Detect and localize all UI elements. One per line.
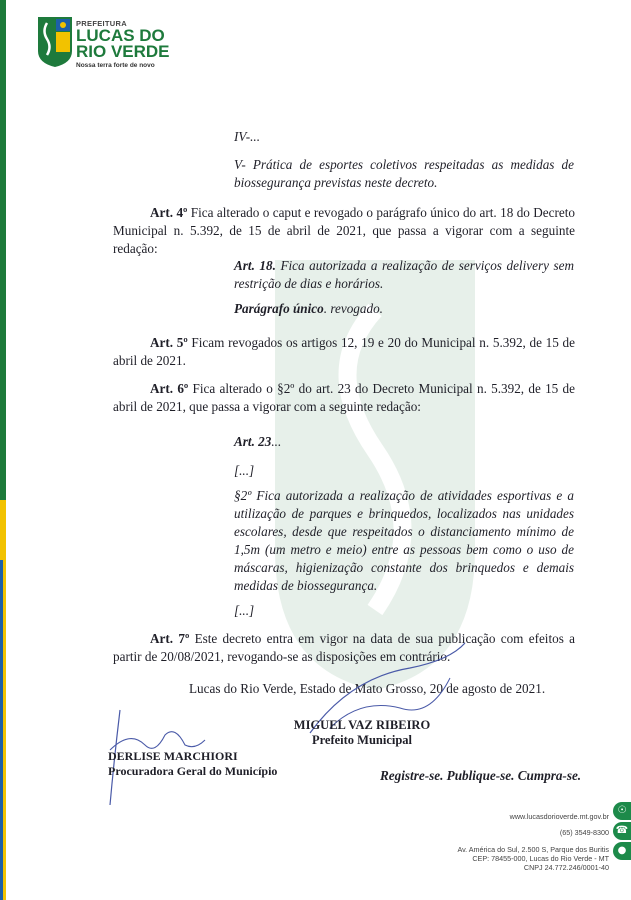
attorney-signature-block <box>108 749 277 779</box>
art5-label: Art. 5º <box>150 335 188 350</box>
art5-text: Ficam revogados os artigos 12, 19 e 20 do Municipal n. 5.392, de 15 de abril de 2021. <box>113 335 576 368</box>
art18-text: Fica autorizada a realização de serviços delivery sem restrição de dias e horários. <box>234 258 575 291</box>
phone-icon: ☎ <box>613 822 631 840</box>
ellipsis-2: [...] <box>234 603 255 618</box>
logo-prefeitura: PREFEITURA <box>76 19 127 28</box>
paragrafo-unico <box>234 300 383 318</box>
footer-address <box>457 845 609 872</box>
globe-icon: ☉ <box>613 802 631 820</box>
art23-text: ... <box>271 434 282 449</box>
item-iv: IV-... <box>234 129 261 144</box>
art23-label: Art. 23 <box>234 434 272 449</box>
art6-label: Art. 6º <box>150 381 189 396</box>
left-blue-strip <box>0 560 3 900</box>
item-v: V- Prática de esportes coletivos respeitadas as medidas de biossegurança previstas neste decreto. <box>234 157 574 190</box>
art23-paragraph <box>234 433 281 451</box>
attorney-name: DERLISE MARCHIORI <box>108 749 238 763</box>
paragraph-2: §2º Fica autorizada a realização de atividades esportivas e a utilização de parques e brinquedos, localizados nas unidades escolares, desde que respeitados o distanciamento mínimo de 1,5m (um metro e meio) entre as pessoas bem como o uso de máscaras, higienização constante dos brinquedos e demais medidas de biossegurança. <box>234 488 574 593</box>
logo-city-line1: LUCAS DO <box>76 26 165 45</box>
art4-text: Fica alterado o caput e revogado o parágrafo único do art. 18 do Decreto Municipal n. 5.392, de 15 de abril de 2021, que passa a vigorar com a seguinte redação: <box>113 205 575 256</box>
shield-icon <box>38 17 72 67</box>
attorney-title: Procuradora Geral do Município <box>108 764 278 778</box>
art7-label: Art. 7º <box>150 631 190 646</box>
footer-cnpj: CNPJ 24.772.246/0001-40 <box>523 863 609 872</box>
date-line: Lucas do Rio Verde, Estado de Mato Grosso, 20 de agosto de 2021. <box>189 681 546 696</box>
art7-text: Este decreto entra em vigor na data de sua publicação com efeitos a partir de 20/08/2021, revogando-se as disposições em contrário. <box>113 631 575 664</box>
paragrafo-label: Parágrafo único <box>234 301 324 316</box>
ellipsis-1: [...] <box>234 463 255 478</box>
footer-website: www.lucasdorioverde.mt.gov.br <box>509 812 609 821</box>
art4-label: Art. 4º <box>150 205 188 220</box>
logo-city-line2: RIO VERDE <box>76 42 170 61</box>
footer-phone: (65) 3549-8300 <box>559 828 609 837</box>
footer-address-line2: CEP: 78455-000, Lucas do Rio Verde - MT <box>472 854 609 863</box>
art4-paragraph <box>113 204 575 258</box>
footer-address-line1: Av. América do Sul, 2.500 S, Parque dos Buritis <box>457 845 609 854</box>
mayor-title: Prefeito Municipal <box>311 733 413 747</box>
location-pin-icon: ● <box>613 842 631 860</box>
art18-label: Art. 18. <box>234 258 276 273</box>
paragrafo-text: . revogado. <box>323 301 383 316</box>
registre-line: Registre-se. Publique-se. Cumpra-se. <box>380 768 582 783</box>
city-logo <box>38 17 178 79</box>
art6-paragraph <box>113 380 575 416</box>
art6-text: Fica alterado o §2º do art. 23 do Decreto Municipal n. 5.392, de 15 de abril de 2021, que passa a vigorar com a seguinte redação: <box>113 381 575 414</box>
mayor-signature-block <box>262 718 462 748</box>
art5-paragraph <box>113 334 575 370</box>
mayor-name: MIGUEL VAZ RIBEIRO <box>293 718 431 732</box>
art18-paragraph <box>234 257 574 293</box>
logo-tagline: Nossa terra forte de novo <box>76 62 155 69</box>
